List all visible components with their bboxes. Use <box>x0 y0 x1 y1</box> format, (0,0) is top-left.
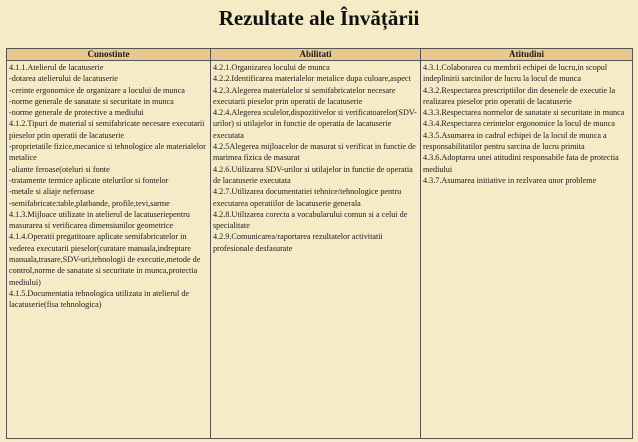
header-row <box>7 49 633 61</box>
cunostinte-item: 4.1.4.Operatii pregatitoare aplicate semifabricatelor in vederea executarii pieselor(curatare manuala,indreptare manuala,trasare,SDV-uri,tehnologii de executie,metode de control,norme de sanatate si securitate in munca,protectia mediului) <box>9 232 201 287</box>
cunostinte-item: 4.1.2.Tipuri de material si semifabricate necesare executarii pieselor prin operatii de lacatuserie <box>9 119 205 140</box>
cunostinte-item: 4.1.3.Mijloace utilizate in atelierul de lacatuseriepentru masurarea si verificarea dimensiunilor geometrice <box>9 209 190 231</box>
abilitati-item: 4.2.1.Organizarea locului de munca <box>213 63 330 72</box>
atitudini-item: 4.3.1.Colaborarea cu membrii echipei de lucru,in scopul indeplinirii sarcinilor de lucru la locul de munca <box>423 63 608 84</box>
header-abilitati: Abilitati <box>211 49 421 61</box>
abilitati-item: 4.2.3.Alegerea materialelor si semifabricatelor necesare executarii pieselor prin operatii de lacatuserie <box>213 85 396 106</box>
learning-outcomes-table <box>6 48 633 439</box>
abilitati-item: 4.2.5Alegerea mijloacelor de masurat si verificat in functie de marimea fizica de masurat <box>213 142 416 163</box>
cunostinte-item: -cerinte ergonomice de organizare a locului de munca <box>9 85 185 95</box>
cunostinte-item: -semifabricate:table,platbande, profile,tevi,sarme <box>9 198 170 208</box>
abilitati-item: 4.2.6.Utilizarea SDV-urilor si utilajelor in functie de operatia de lacatuserie executata <box>213 164 413 185</box>
cunostinte-item: -norme generale de protective a mediului <box>9 108 144 118</box>
atitudini-cell <box>421 61 633 439</box>
cunostinte-item: -metale si aliaje neferoase <box>9 187 95 197</box>
abilitati-item: 4.2.4.Alegerea sculelor,dispozitivelor si verificatoarelor(SDV-urilor) si utilajelor in functie de operatia de lacatuserie executata <box>213 108 417 140</box>
cunostinte-item: -proprietatile fizice,mecanice si tehnologice ale materialelor metalice <box>9 142 206 163</box>
abilitati-item: 4.2.9.Comunicarea/raportarea rezultatelor activitatii profesionale desfasurate <box>213 232 383 253</box>
abilitati-item: 4.2.8.Utilizarea corecta a vocabularului comun si a celui de specialitate <box>213 209 408 231</box>
cunostinte-item: 4.1.5.Documentatia tehnologica utilizata in atelierul de lacatuserie(fisa tehnologica) <box>9 288 190 310</box>
atitudini-item: 4.3.7.Asumarea initiative in rezlvarea unor probleme <box>423 175 597 185</box>
cunostinte-item: -tratamente termice aplicate otelurilor si fontelor <box>9 175 169 185</box>
atitudini-item: 4.3.6.Adoptarea unei atitudini responsabile fata de protectia mediului <box>423 153 619 174</box>
content-row <box>7 61 633 439</box>
cunostinte-item: -aliante feroase(oteluri si fonte <box>9 164 110 174</box>
atitudini-item: 4.3.5.Asumarea in cadrul echipei de la locul de munca a responsabilitatilor pentru sarcina de lucru primita <box>423 130 607 152</box>
header-atitudini: Atitudini <box>421 49 633 61</box>
cunostinte-item: 4.1.1.Atelierul de lacatuserie <box>9 63 104 72</box>
cunostinte-cell <box>7 61 211 439</box>
atitudini-item: 4.3.4.Respectarea cerintelor ergonomice la locul de munca <box>423 119 615 129</box>
atitudini-item: 4.3.3.Respectarea normelor de sanatate si securitate in munca <box>423 108 625 118</box>
abilitati-item: 4.2.7.Utilizarea documentatiei tehnice/tehnologice pentru executarea operatiilor de lacatuserie generala <box>213 187 402 208</box>
abilitati-item: 4.2.2.Identificarea materialelor metalice dupa culoare,aspect <box>213 74 411 84</box>
abilitati-cell <box>211 61 421 439</box>
atitudini-item: 4.3.2.Respectarea prescriptiilor din desenele de executie la realizarea pieselor prin operatii de lacatuserie <box>423 85 616 106</box>
cunostinte-item: -dotarea atelierului de lacatuserie <box>9 74 118 84</box>
header-cunostinte: Cunostinte <box>7 49 211 61</box>
page-title: Rezultate ale Învățării <box>218 6 420 30</box>
cunostinte-item: -norme generale de sanatate si securitate in munca <box>9 96 174 106</box>
